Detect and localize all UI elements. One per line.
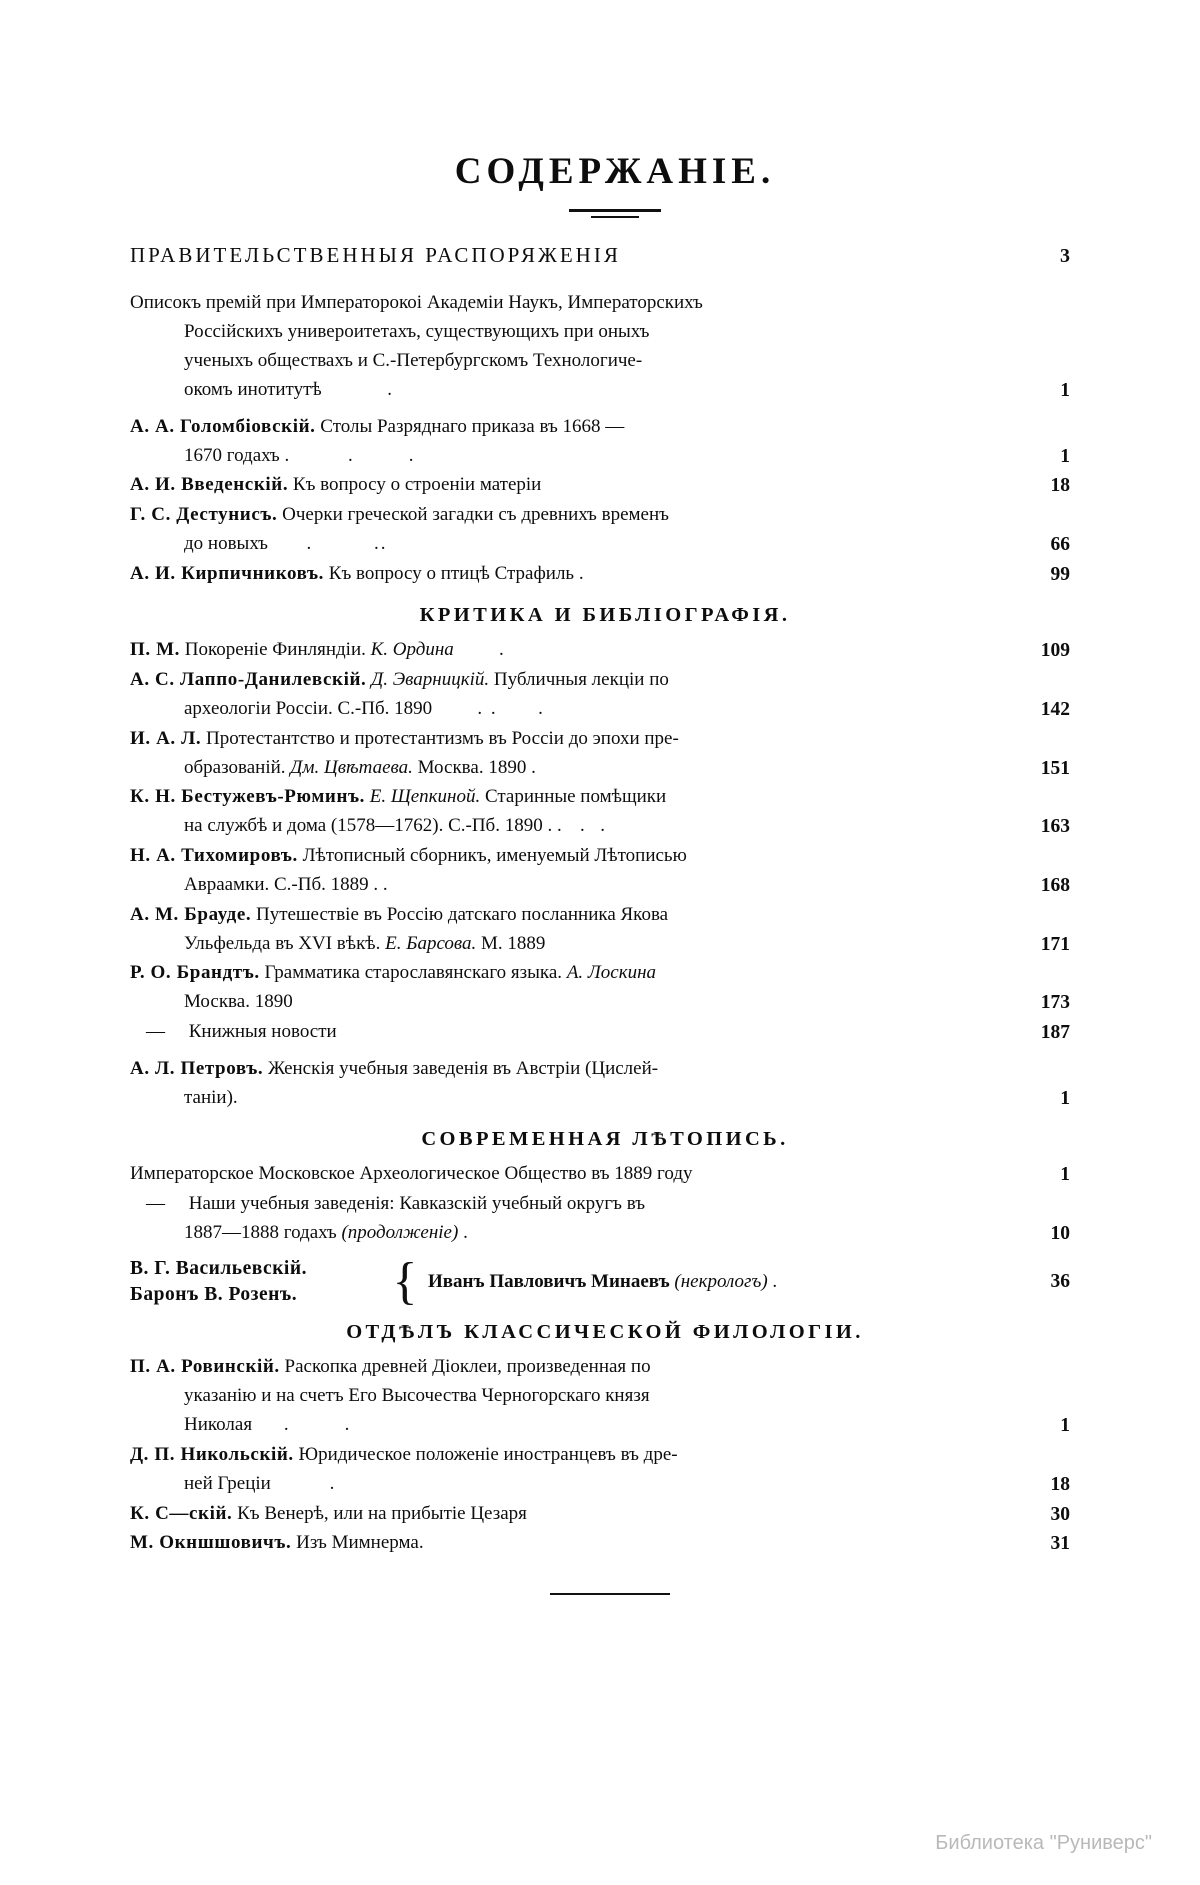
toc-text (130, 414, 1010, 441)
toc-text (130, 1354, 1010, 1381)
toc-item-destunis-line1 (130, 502, 1070, 529)
toc-item-minaev-obituary (130, 1252, 1070, 1310)
toc-author: В. Г. Васильевскій. (130, 1257, 307, 1279)
toc-reviewer: Дм. Цвѣтаева. (290, 756, 413, 778)
toc-text (130, 1191, 1010, 1218)
section-heading-kritika: КРИТИКА И БИБЛІОГРАФІЯ. (419, 604, 791, 627)
divider-line (550, 1593, 670, 1595)
leader-dots: . . (293, 444, 416, 466)
toc-item-nikolsky-line2 (130, 1471, 1070, 1499)
brace-icon: { (392, 1252, 418, 1310)
toc-dash: — (146, 1020, 165, 1042)
toc-title: Юридическое положеніе иностранцевъ въ дре- (298, 1443, 678, 1465)
title-divider (130, 199, 1070, 217)
toc-author: К. С—скій. (130, 1502, 233, 1524)
toc-item-golombiovsky-line2 (130, 443, 1070, 471)
toc-title: Наши учебныя заведенія: Кавказскій учебный округъ въ (188, 1192, 646, 1214)
toc-text (130, 1383, 1010, 1410)
toc-title-tail: . (463, 1221, 468, 1243)
toc-entry-page: 3 (1060, 245, 1070, 267)
toc-title-cont: археологіи Россіи. С.-Пб. 1890 (184, 697, 433, 719)
leader-dots: . . (256, 1414, 352, 1436)
toc-title-cont: Ульфельда въ XVI вѣкѣ. (184, 932, 381, 954)
toc-text (130, 1019, 1010, 1046)
toc-entry-prizes-line1 (130, 290, 1070, 317)
toc-entry-prizes-line4 (130, 377, 1070, 405)
toc-text (130, 502, 1010, 529)
toc-page: 66 (1050, 533, 1070, 555)
toc-title-cont: до новыхъ (184, 532, 268, 554)
toc-reviewer: Е. Барсова. (385, 932, 477, 954)
toc-item-tikhomirov-line1 (130, 843, 1070, 870)
toc-page: 36 (1050, 1270, 1070, 1292)
toc-item-braude-line2 (130, 931, 1070, 959)
toc-text (130, 755, 1010, 782)
toc-reviewer: Е. Щепкиной. (369, 786, 481, 808)
toc-author: И. А. Л. (130, 727, 202, 749)
toc-dash: — (146, 1192, 165, 1214)
toc-author: А. И. Введенскій. (130, 474, 289, 496)
toc-item-tikhomirov-line2 (130, 872, 1070, 900)
toc-entry-government (130, 243, 1070, 268)
toc-text (130, 472, 1010, 499)
toc-title: Книжныя новости (188, 1020, 337, 1042)
toc-text (130, 872, 1010, 899)
toc-text (130, 931, 1010, 958)
toc-title-cont: таніи). (184, 1086, 238, 1108)
toc-text (130, 960, 1010, 987)
toc-author: А. М. Брауде. (130, 903, 252, 925)
toc-title: Старинные помѣщики (484, 786, 667, 808)
toc-text (130, 1085, 1010, 1112)
toc-entry-prizes-line2 (130, 319, 1070, 346)
toc-page: 18 (1050, 475, 1070, 497)
toc-item-brandt-line1 (130, 960, 1070, 987)
page-title: СОДЕРЖАНІЕ. (454, 151, 776, 192)
toc-author: А. С. Лаппо-Данилевскій. (130, 668, 367, 690)
toc-page: 171 (1040, 933, 1070, 955)
toc-text (130, 1220, 1010, 1247)
toc-author: П. А. Ровинскій. (130, 1356, 280, 1378)
toc-author: А. И. Кирпичниковъ. (130, 562, 325, 584)
toc-item-nikolsky-line1 (130, 1442, 1070, 1469)
toc-title: Изъ Мимнерма. (296, 1532, 424, 1554)
toc-item-oknishovich (130, 1530, 1070, 1558)
toc-title: Лѣтописный сборникъ, именуемый Лѣтописью (302, 844, 687, 866)
toc-text (130, 696, 1010, 723)
toc-title: Раскопка древней Діоклеи, произведенная по (284, 1356, 651, 1378)
leader-dots: . (326, 378, 394, 400)
toc-page: 1 (1060, 1415, 1070, 1437)
toc-title: Публичныя лекціи по (493, 668, 669, 690)
toc-reviewer: А. Лоскина (566, 962, 657, 984)
toc-text (130, 637, 1010, 664)
toc-item-vvedensky (130, 472, 1070, 500)
toc-item-golombiovsky-line1 (130, 414, 1070, 441)
toc-page: 151 (1040, 757, 1070, 779)
toc-page: 10 (1050, 1222, 1070, 1244)
toc-item-kirpichnikov (130, 561, 1070, 589)
toc-text (130, 1412, 1010, 1439)
toc-page: 1 (1060, 1164, 1070, 1186)
toc-author: Д. П. Никольскій. (130, 1443, 294, 1465)
toc-author: М. Окншшовичъ. (130, 1532, 292, 1554)
toc-item-bestuzhev-line1 (130, 784, 1070, 811)
toc-text (130, 1530, 1010, 1557)
toc-item-braude-line1 (130, 902, 1070, 929)
toc-page: 18 (1050, 1473, 1070, 1495)
toc-page: 187 (1040, 1021, 1070, 1043)
toc-page: 1 (1060, 379, 1070, 401)
toc-item-lappo-line1 (130, 667, 1070, 694)
toc-item-rovinsky-line1 (130, 1354, 1070, 1381)
toc-reviewer: Д. Эварницкій. (371, 668, 490, 690)
toc-authors-group (130, 1256, 392, 1309)
toc-author: Г. С. Дестунисъ. (130, 503, 278, 525)
toc-text (130, 377, 1010, 404)
toc-item-petrov-line1 (130, 1056, 1070, 1083)
toc-text (130, 726, 1010, 753)
toc-note: (некрологъ) (674, 1270, 768, 1292)
table-of-contents (130, 150, 1070, 1600)
toc-title: Путешествіе въ Россію датскаго посланника Якова (255, 903, 669, 925)
toc-title-cont: указанію и на счетъ Его Высочества Черногорскаго князя (184, 1385, 650, 1407)
toc-title-cont: Авраамки. С.-Пб. 1889 . . (184, 873, 388, 895)
leader-dots: . (275, 1472, 337, 1494)
toc-text (130, 561, 1010, 588)
toc-title-tail: . (772, 1270, 778, 1292)
toc-item-kavkaz-line1 (130, 1191, 1070, 1218)
toc-item-sskiy (130, 1501, 1070, 1529)
toc-title-cont: Николая (184, 1414, 253, 1436)
toc-reviewer: К. Ордина (370, 639, 454, 661)
toc-text (130, 1056, 1010, 1083)
toc-title: Столы Разряднаго приказа въ 1668 — (320, 415, 625, 437)
section-heading-filologia: ОТДѢЛЪ КЛАССИЧЕСКОЙ ФИЛОЛОГІИ. (346, 1321, 864, 1344)
toc-item-knizhnye-novosti (130, 1019, 1070, 1047)
toc-page: 109 (1040, 640, 1070, 662)
toc-item-pm-pokorenie (130, 637, 1070, 665)
toc-text (130, 531, 1010, 558)
library-watermark: Библиотека "Руниверс" (935, 1832, 1152, 1854)
toc-author: Н. А. Тихомировъ. (130, 844, 298, 866)
toc-title-cont: 1887—1888 годахъ (184, 1221, 337, 1243)
toc-author: Р. О. Брандтъ. (130, 962, 260, 984)
divider-ornament (569, 209, 661, 212)
toc-title: Къ Венерѣ, или на прибытіе Цезаря (237, 1502, 527, 1524)
toc-text: Описокъ премій при Императорокоі Академіи Наукъ, Императорскихъ (130, 292, 703, 313)
toc-page: 1 (1060, 445, 1070, 467)
toc-page: 99 (1050, 563, 1070, 585)
toc-title-cont: ней Греціи (184, 1472, 271, 1494)
toc-text (130, 1161, 1010, 1188)
toc-title: Императорское Московское Археологическое Общество въ 1889 году (130, 1163, 693, 1185)
toc-item-brandt-line2 (130, 989, 1070, 1017)
bottom-divider (130, 1582, 1070, 1600)
toc-item-destunis-line2 (130, 531, 1070, 559)
toc-author: П. М. (130, 639, 180, 661)
leader-dots: . (458, 639, 506, 661)
toc-title: Къ вопросу о строеніи матеріи (292, 474, 542, 496)
toc-page: 168 (1040, 874, 1070, 896)
toc-title-cont: образованій. (184, 756, 286, 778)
toc-item-ial-line1 (130, 726, 1070, 753)
toc-text (130, 813, 1010, 840)
toc-title: Грамматика старославянскаго языка. (264, 962, 563, 984)
toc-text (130, 989, 1010, 1016)
toc-title-cont: Москва. 1890 (184, 991, 293, 1013)
toc-text (130, 1501, 1010, 1528)
toc-title-cont: 1670 годахъ . (184, 444, 290, 466)
toc-page: 142 (1040, 698, 1070, 720)
toc-item-petrov-line2 (130, 1085, 1070, 1113)
toc-item-ial-line2 (130, 755, 1070, 783)
toc-page: 173 (1040, 992, 1070, 1014)
toc-author: Баронъ В. Розенъ. (130, 1283, 298, 1305)
toc-title-tail: Москва. 1890 . (417, 756, 536, 778)
toc-entry-prizes-line3 (130, 348, 1070, 375)
toc-page: 31 (1050, 1533, 1070, 1555)
toc-page: 30 (1050, 1503, 1070, 1525)
toc-title-cont: на службѣ и дома (1578—1762). С.-Пб. 1890 . . (184, 815, 562, 837)
toc-text (418, 1271, 1010, 1293)
toc-page: 163 (1040, 816, 1070, 838)
toc-author: А. Л. Петровъ. (130, 1057, 264, 1079)
toc-text (130, 443, 1010, 470)
toc-title: Покореніе Финляндіи. (184, 639, 366, 661)
toc-title: Женскія учебныя заведенія въ Австріи (Цислей- (268, 1057, 659, 1079)
toc-text: Россійскихъ универоитетахъ, существующихъ при оныхъ (184, 320, 650, 342)
toc-item-rovinsky-line3 (130, 1412, 1070, 1440)
toc-title-tail: М. 1889 (481, 932, 546, 954)
toc-item-bestuzhev-line2 (130, 813, 1070, 841)
toc-text (130, 843, 1010, 870)
toc-text (130, 902, 1010, 929)
toc-author: А. А. Голомбіовскій. (130, 415, 316, 437)
toc-title: Иванъ Павловичъ Минаевъ (428, 1270, 670, 1292)
toc-item-lappo-line2 (130, 696, 1070, 724)
toc-title: Очерки греческой загадки съ древнихъ временъ (282, 503, 669, 525)
toc-author: К. Н. Бестужевъ-Рюминъ. (130, 786, 366, 808)
toc-title: Протестантство и протестантизмъ въ Россіи до эпохи пре- (205, 727, 679, 749)
toc-text (130, 784, 1010, 811)
toc-text-value: окомъ инотитутѣ (184, 378, 322, 400)
toc-item-arh-obshchestvo (130, 1161, 1070, 1189)
leader-dots: . . . (436, 697, 545, 719)
leader-dots: . . (566, 815, 607, 837)
section-heading-letopis: СОВРЕМЕННАЯ ЛѢТОПИСЬ. (421, 1128, 789, 1151)
toc-page: 1 (1060, 1087, 1070, 1109)
toc-entry-label: ПРАВИТЕЛЬСТВЕННЫЯ РАСПОРЯЖЕНІЯ (130, 243, 621, 267)
toc-text (130, 1442, 1010, 1469)
toc-text (130, 1471, 1010, 1498)
toc-item-rovinsky-line2 (130, 1383, 1070, 1410)
toc-text: ученыхъ обществахъ и С.-Петербургскомъ Технологиче- (184, 349, 643, 371)
toc-title: Къ вопросу о птицѣ Страфиль . (328, 562, 584, 584)
toc-text (130, 667, 1010, 694)
leader-dots: . .. (272, 532, 388, 554)
toc-note: (продолженіе) (341, 1221, 459, 1243)
toc-item-kavkaz-line2 (130, 1220, 1070, 1248)
